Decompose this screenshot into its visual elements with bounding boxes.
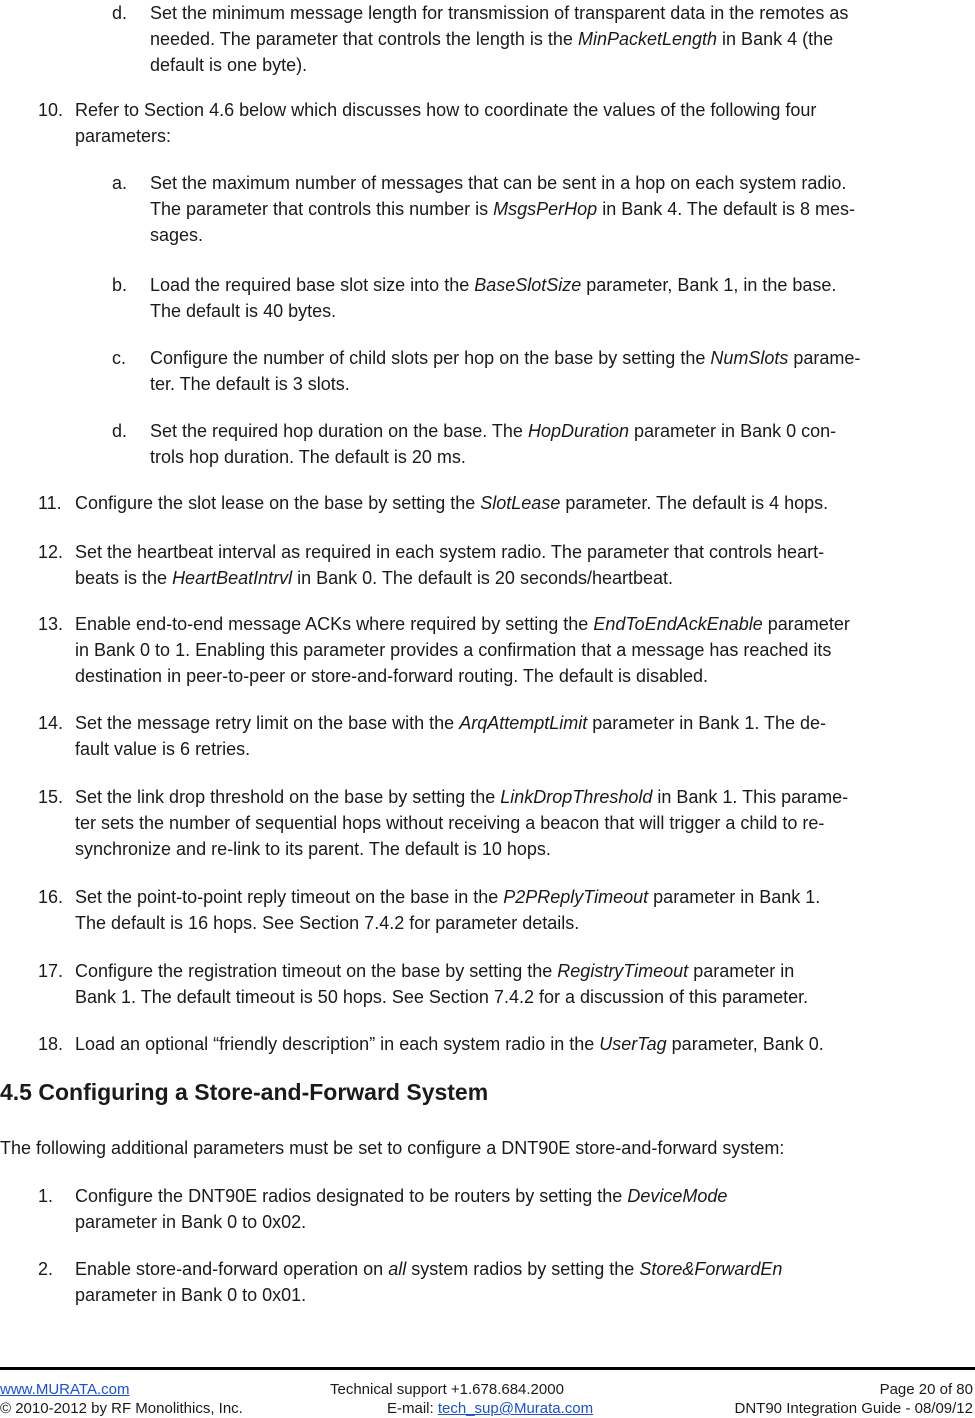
email-link[interactable]: tech_sup@Murata.com: [437, 1400, 594, 1417]
list-item-text: [75, 710, 826, 762]
parameter-name: HopDuration: [527, 421, 630, 441]
list-marker: 18.: [38, 1034, 64, 1054]
list-marker: 1.: [38, 1186, 54, 1206]
text-line: in Bank 0 to 1. Enabling this parameter provides a confirmation that a message has reached its: [75, 640, 832, 660]
website-link[interactable]: www.MURATA.com: [0, 1381, 130, 1398]
list-item-text: [75, 1183, 727, 1235]
list-item-text: [150, 170, 855, 248]
list-marker: 12.: [38, 542, 64, 562]
parameter-name: HeartBeatIntrvl: [172, 568, 293, 588]
text-line: parameters:: [75, 126, 172, 146]
list-marker: 16.: [38, 887, 64, 907]
text-line: trols hop duration. The default is 20 ms.: [150, 447, 466, 467]
parameter-name: BaseSlotSize: [474, 275, 582, 295]
text-line: Set the minimum message length for transmission of transparent data in the remotes as: [150, 3, 849, 23]
list-item-text: [75, 958, 808, 1010]
parameter-name: EndToEndAckEnable: [593, 614, 763, 634]
text-line: ter. The default is 3 slots.: [150, 374, 350, 394]
text-line: Configure the registration timeout on the base by setting the RegistryTimeout parameter in: [75, 961, 795, 981]
text-line: Load an optional “friendly description” in each system radio in the UserTag parameter, Bank 0.: [75, 1034, 824, 1054]
text-line: parameter in Bank 0 to 0x01.: [75, 1285, 307, 1305]
parameter-name: RegistryTimeout: [557, 961, 689, 981]
list-item-text: [75, 490, 828, 516]
list-marker: d.: [112, 3, 128, 23]
list-item-text: [75, 611, 850, 689]
list-marker: c.: [112, 348, 127, 368]
list-marker: 13.: [38, 614, 64, 634]
list-marker: a.: [112, 173, 128, 193]
parameter-name: ArqAttemptLimit: [459, 713, 588, 733]
support-email: [387, 1399, 593, 1418]
parameter-name: all: [388, 1259, 407, 1279]
text-line: needed. The parameter that controls the length is the MinPacketLength in Bank 4 (the: [150, 29, 834, 49]
text-line: The parameter that controls this number is MsgsPerHop in Bank 4. The default is 8 mes-: [150, 199, 856, 219]
text-line: Set the point-to-point reply timeout on the base in the P2PReplyTimeout parameter in Bank 1.: [75, 887, 821, 907]
text-line: destination in peer-to-peer or store-and-forward routing. The default is disabled.: [75, 666, 709, 686]
section-heading: 4.5 Configuring a Store-and-Forward System: [0, 1079, 489, 1105]
parameter-name: UserTag: [599, 1034, 667, 1054]
text-line: Load the required base slot size into the BaseSlotSize parameter, Bank 1, in the base.: [150, 275, 837, 295]
section-intro: The following additional parameters must be set to configure a DNT90E store-and-forward system:: [0, 1138, 785, 1158]
list-marker: b.: [112, 275, 128, 295]
support-phone: Technical support +1.678.684.2000: [330, 1381, 564, 1398]
list-marker: 2.: [38, 1259, 54, 1279]
text-line: Configure the slot lease on the base by setting the SlotLease parameter. The default is 4 hops.: [75, 493, 829, 513]
parameter-name: P2PReplyTimeout: [503, 887, 649, 907]
email-label: E-mail:: [387, 1400, 438, 1417]
parameter-name: MinPacketLength: [577, 29, 718, 49]
list-item-text: [75, 97, 816, 149]
list-marker: 14.: [38, 713, 64, 733]
text-line: Set the link drop threshold on the base by setting the LinkDropThreshold in Bank 1. This parame-: [75, 787, 849, 807]
text-line: Set the heartbeat interval as required in each system radio. The parameter that controls heart-: [75, 542, 825, 562]
footer-rule: [0, 1367, 975, 1370]
copyright: © 2010-2012 by RF Monolithics, Inc.: [0, 1400, 243, 1417]
list-marker: 17.: [38, 961, 64, 981]
text-line: Enable end-to-end message ACKs where required by setting the EndToEndAckEnable parameter: [75, 614, 850, 634]
list-marker: d.: [112, 421, 128, 441]
page-number: Page 20 of 80: [879, 1381, 973, 1398]
text-line: Set the required hop duration on the base. The HopDuration parameter in Bank 0 con-: [150, 421, 837, 441]
text-line: Bank 1. The default timeout is 50 hops. See Section 7.4.2 for a discussion of this parameter.: [75, 987, 809, 1007]
parameter-name: SlotLease: [480, 493, 561, 513]
list-item-text: [150, 272, 836, 324]
list-item-text: [150, 0, 848, 78]
text-line: synchronize and re-link to its parent. The default is 10 hops.: [75, 839, 551, 859]
text-line: Set the maximum number of messages that can be sent in a hop on each system radio.: [150, 173, 847, 193]
parameter-name: LinkDropThreshold: [500, 787, 653, 807]
list-item-text: [150, 345, 860, 397]
list-item-text: [75, 784, 848, 862]
text-line: sages.: [150, 225, 204, 245]
text-line: Refer to Section 4.6 below which discusses how to coordinate the values of the following four: [75, 100, 817, 120]
text-line: Configure the DNT90E radios designated to be routers by setting the DeviceMode: [75, 1186, 728, 1206]
text-line: default is one byte).: [150, 55, 308, 75]
parameter-name: Store&ForwardEn: [639, 1259, 783, 1279]
parameter-name: DeviceMode: [627, 1186, 728, 1206]
list-item-text: [150, 418, 836, 470]
guide-title: DNT90 Integration Guide - 08/09/12: [734, 1400, 973, 1417]
text-line: Set the message retry limit on the base with the ArqAttemptLimit parameter in Bank 1. The de-: [75, 713, 827, 733]
text-line: The default is 16 hops. See Section 7.4.2 for parameter details.: [75, 913, 580, 933]
parameter-name: MsgsPerHop: [493, 199, 598, 219]
list-item-text: [75, 884, 820, 936]
list-marker: 11.: [38, 493, 62, 513]
list-marker: 15.: [38, 787, 64, 807]
list-item-text: [75, 1256, 782, 1308]
list-item-text: [75, 539, 824, 591]
list-item-text: [75, 1031, 824, 1057]
text-line: Configure the number of child slots per hop on the base by setting the NumSlots parame-: [150, 348, 861, 368]
text-line: parameter in Bank 0 to 0x02.: [75, 1212, 307, 1232]
text-line: ter sets the number of sequential hops without receiving a beacon that will trigger a child to re-: [75, 813, 825, 833]
list-marker: 10.: [38, 100, 64, 120]
text-line: fault value is 6 retries.: [75, 739, 251, 759]
parameter-name: NumSlots: [710, 348, 789, 368]
text-line: beats is the HeartBeatIntrvl in Bank 0. The default is 20 seconds/heartbeat.: [75, 568, 674, 588]
text-line: Enable store-and-forward operation on all system radios by setting the Store&ForwardEn: [75, 1259, 783, 1279]
text-line: The default is 40 bytes.: [150, 301, 337, 321]
